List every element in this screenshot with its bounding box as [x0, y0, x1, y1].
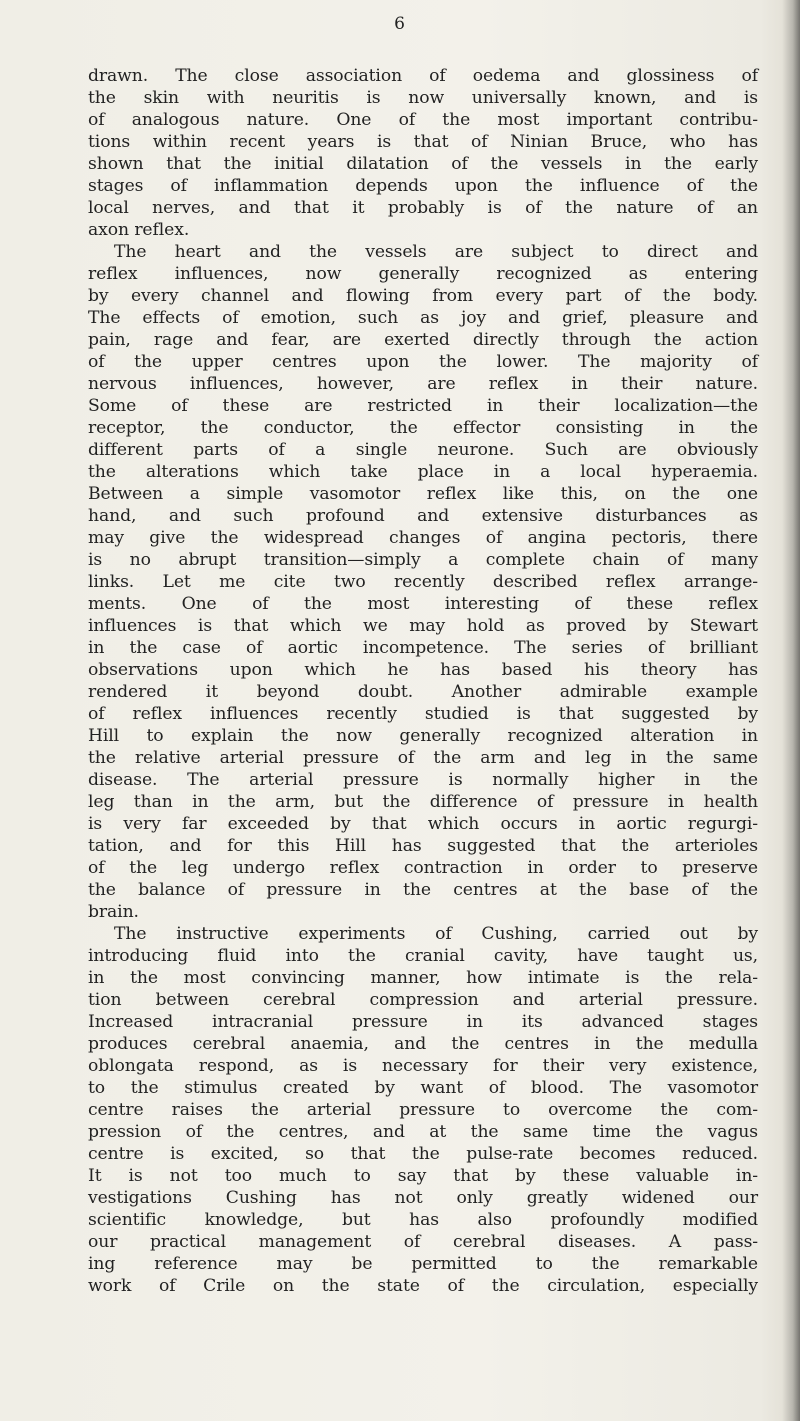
text-line: by every channel and flowing from every part of the body.	[88, 286, 758, 306]
text-line: introducing fluid into the cranial cavity, have taught us,	[88, 946, 758, 966]
text-line: tion between cerebral compression and arterial pressure.	[88, 990, 758, 1010]
text-line: produces cerebral anaemia, and the centres in the medulla	[88, 1034, 758, 1054]
text-line: the balance of pressure in the centres at the base of the	[88, 880, 758, 900]
text-line: tions within recent years is that of Ninian Bruce, who has	[88, 132, 758, 152]
text-line: vestigations Cushing has not only greatly widened our	[88, 1188, 758, 1208]
page-edge-shadow	[782, 0, 800, 1421]
text-line: It is not too much to say that by these valuable in-	[88, 1166, 758, 1186]
text-line: local nerves, and that it probably is of the nature of an	[88, 198, 758, 218]
text-line: hand, and such profound and extensive disturbances as	[88, 506, 758, 526]
text-line: shown that the initial dilatation of the vessels in the early	[88, 154, 758, 174]
text-line: ments. One of the most interesting of these reflex	[88, 594, 758, 614]
text-line: The instructive experiments of Cushing, carried out by	[114, 924, 758, 944]
text-line: The heart and the vessels are subject to direct and	[114, 242, 758, 262]
text-line: tation, and for this Hill has suggested that the arterioles	[88, 836, 758, 856]
text-line: of analogous nature. One of the most important contribu-	[88, 110, 758, 130]
text-line: our practical management of cerebral diseases. A pass-	[88, 1232, 758, 1252]
text-line: work of Crile on the state of the circulation, especially	[88, 1276, 758, 1296]
page-number: 6	[394, 14, 406, 34]
text-line: Hill to explain the now generally recognized alteration in	[88, 726, 758, 746]
text-line: centre raises the arterial pressure to overcome the com-	[88, 1100, 758, 1120]
text-line: the alterations which take place in a local hyperaemia.	[88, 462, 758, 482]
text-line: reflex influences, now generally recognized as entering	[88, 264, 758, 284]
text-line: is no abrupt transition—simply a complete chain of many	[88, 550, 758, 570]
text-line: may give the widespread changes of angina pectoris, there	[88, 528, 758, 548]
text-line: Increased intracranial pressure in its advanced stages	[88, 1012, 758, 1032]
text-line: of the upper centres upon the lower. The majority of	[88, 352, 758, 372]
text-line: nervous influences, however, are reflex in their nature.	[88, 374, 758, 394]
text-line: observations upon which he has based his theory has	[88, 660, 758, 680]
text-line: disease. The arterial pressure is normally higher in the	[88, 770, 758, 790]
text-line: Between a simple vasomotor reflex like this, on the one	[88, 484, 758, 504]
text-line: brain.	[88, 902, 139, 922]
text-line: of reflex influences recently studied is that suggested by	[88, 704, 758, 724]
text-line: pression of the centres, and at the same time the vagus	[88, 1122, 758, 1142]
text-line: rendered it beyond doubt. Another admirable example	[88, 682, 758, 702]
text-line: pain, rage and fear, are exerted directly through the action	[88, 330, 758, 350]
text-line: stages of inflammation depends upon the influence of the	[88, 176, 758, 196]
text-line: leg than in the arm, but the difference of pressure in health	[88, 792, 758, 812]
text-line: drawn. The close association of oedema and glossiness of	[88, 66, 758, 86]
text-line: to the stimulus created by want of blood. The vasomotor	[88, 1078, 758, 1098]
text-line: links. Let me cite two recently described reflex arrange-	[88, 572, 758, 592]
text-line: different parts of a single neurone. Such are obviously	[88, 440, 758, 460]
text-line: the skin with neuritis is now universally known, and is	[88, 88, 758, 108]
text-line: axon reflex.	[88, 220, 190, 240]
text-line: of the leg undergo reflex contraction in order to preserve	[88, 858, 758, 878]
text-line: centre is excited, so that the pulse-rate becomes reduced.	[88, 1144, 758, 1164]
text-line: influences is that which we may hold as proved by Stewart	[88, 616, 758, 636]
text-line: the relative arterial pressure of the arm and leg in the same	[88, 748, 758, 768]
body-text	[88, 65, 758, 1297]
text-line: oblongata respond, as is necessary for their very existence,	[88, 1056, 758, 1076]
text-line: in the most convincing manner, how intimate is the rela-	[88, 968, 758, 988]
text-line: ing reference may be permitted to the remarkable	[88, 1254, 758, 1274]
text-line: scientific knowledge, but has also profoundly modified	[88, 1210, 758, 1230]
text-line: in the case of aortic incompetence. The series of brilliant	[88, 638, 758, 658]
text-line: Some of these are restricted in their localization—the	[88, 396, 758, 416]
text-line: The effects of emotion, such as joy and grief, pleasure and	[88, 308, 758, 328]
text-line: receptor, the conductor, the effector consisting in the	[88, 418, 758, 438]
text-line: is very far exceeded by that which occurs in aortic regurgi-	[88, 814, 758, 834]
